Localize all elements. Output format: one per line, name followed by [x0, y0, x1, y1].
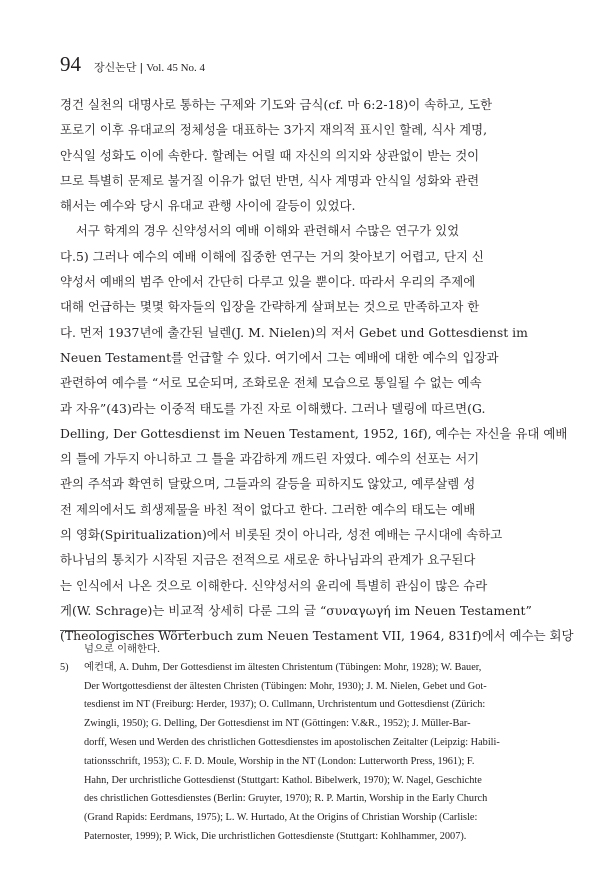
page-number: 94	[60, 52, 81, 76]
footnote-line: Der Wortgottesdienst der ältesten Christen (Tübingen: Mohr, 1930); J. M. Nielen, Gebet und Got-	[84, 680, 487, 692]
footnote-number: 5)	[60, 661, 69, 673]
body-line: 약성서 예배의 범주 안에서 간단히 다루고 있을 뿐이다. 따라서 우리의 주제에	[60, 274, 476, 290]
footnote-line: tesdienst im NT (Freiburg: Herder, 1937); O. Cullmann, Urchristentum und Gottesdienst (Zürich:	[84, 699, 486, 711]
footnote-line: tationsschrift, 1953); C. F. D. Moule, Worship in the NT (London: Lutterworth Press, 1961); F.	[84, 755, 475, 767]
body-line: 관의 주석과 확연히 달랐으며, 그들과의 갈등을 피하지도 않았고, 예루살렘 성	[60, 476, 476, 492]
body-line: 하나님의 통치가 시작된 지금은 전적으로 새로운 하나님과의 관계가 요구된다	[60, 552, 476, 568]
body-line: 의 영화(Spiritualization)에서 비롯된 것이 아니라, 성전 예배는 구시대에 속하고	[60, 527, 503, 543]
body-line: 다. 먼저 1937년에 출간된 닐렌(J. M. Nielen)의 저서 Gebet und Gottesdienst im	[60, 324, 528, 340]
body-line: 경건 실천의 대명사로 통하는 구제와 기도와 금식(cf. 마 6:2-18)이 속하고, 도한	[60, 97, 493, 112]
footnote-line: Paternoster, 1999); P. Wick, Die urchristlichen Gottesdienste (Stuttgart: Kohlhammer, 2007).	[84, 830, 467, 842]
footnote-line: (Grand Rapids: Eerdmans, 1975); L. W. Hurtado, At the Origins of Christian Worship (Carlisle:	[84, 812, 478, 824]
footnotes	[60, 640, 540, 847]
footnote-line: dorff, Wesen und Werden des christlichen Gottesdienstes im apostolischen Zeitalter (Leipzig: Habili-	[84, 736, 500, 748]
body-line: 다.5) 그러나 예수의 예배 이해에 집중한 연구는 거의 찾아보기 어렵고, 단지 신	[60, 248, 484, 264]
body-line: 는 인식에서 나온 것으로 이해한다. 신약성서의 윤리에 특별히 관심이 많은 슈라	[60, 577, 488, 593]
footnote-line: 예컨대, A. Duhm, Der Gottesdienst im ältesten Christentum (Tübingen: Mohr, 1928); W. Bauer,	[84, 661, 482, 673]
body-line: 포로기 이후 유대교의 정체성을 대표하는 3가지 재의적 표시인 할례, 식사 계명,	[60, 122, 488, 138]
body-line: (Theologisches Wörterbuch zum Neuen Testament VII, 1964, 831f)에서 예수는 회당	[60, 628, 574, 644]
footnote-separator	[60, 630, 190, 631]
body-line: 해서는 예수와 당시 유대교 관행 사이에 갈등이 있었다.	[60, 198, 356, 214]
body-line: Neuen Testament를 언급할 수 있다. 여기에서 그는 예배에 대한 예수의 입장과	[60, 349, 499, 365]
footnote-continuation: 넘으로 이해한다.	[84, 643, 161, 655]
footnote-5	[60, 659, 540, 678]
body-line: 므로 특별히 문제로 불거질 이유가 없던 반면, 식사 계명과 안식일 성화와 관련	[60, 172, 480, 188]
header-separator: |	[139, 61, 144, 74]
journal-volume: Vol. 45 No. 4	[146, 62, 206, 74]
body-line: Delling, Der Gottesdienst im Neuen Testament, 1952, 16f), 예수는 자신을 유대 예배	[60, 425, 568, 441]
body-line: 대해 언급하는 몇몇 학자들의 입장을 간략하게 살펴보는 것으로 만족하고자 한	[60, 299, 480, 315]
body-line: 서구 학계의 경우 신약성서의 예배 이해와 관련해서 수많은 연구가 있었	[60, 223, 460, 239]
body-line: 과 자유”(43)라는 이중적 태도를 가진 자로 이해했다. 그러나 델링에 따르면(G.	[60, 400, 486, 416]
footnote-line: Hahn, Der urchristliche Gottesdienst (Stuttgart: Kathol. Bibelwerk, 1970); W. Nagel, Geschichte	[84, 774, 482, 786]
body-line: 관련하여 예수를 “서로 모순되며, 조화로운 전체 모습으로 통일될 수 없는 예속	[60, 375, 482, 391]
journal-running-head	[94, 59, 205, 75]
body-line: 게(W. Schrage)는 비교적 상세히 다룬 그의 글 “συναγωγή im Neuen Testament”	[60, 602, 532, 618]
body-text	[60, 92, 574, 649]
footnote-line: des christlichen Gottesdienstes (Berlin: Gruyter, 1970); R. P. Martin, Worship in the Early Church	[84, 793, 488, 805]
footnote-line: Zwingli, 1950); G. Delling, Der Gottesdienst im NT (Göttingen: V.&R., 1952); J. Müller-Bar-	[84, 718, 471, 730]
body-line: 의 틀에 가두지 아니하고 그 틀을 과감하게 깨드린 자였다. 예수의 선포는 서기	[60, 451, 480, 467]
body-line: 안식일 성화도 이에 속한다. 할례는 어릴 때 자신의 의지와 상관없이 받는 것이	[60, 147, 480, 163]
journal-name: 장신논단	[94, 61, 137, 74]
body-line: 전 제의에서도 희생제물을 바친 적이 없다고 한다. 그러한 예수의 태도는 예배	[60, 501, 476, 517]
